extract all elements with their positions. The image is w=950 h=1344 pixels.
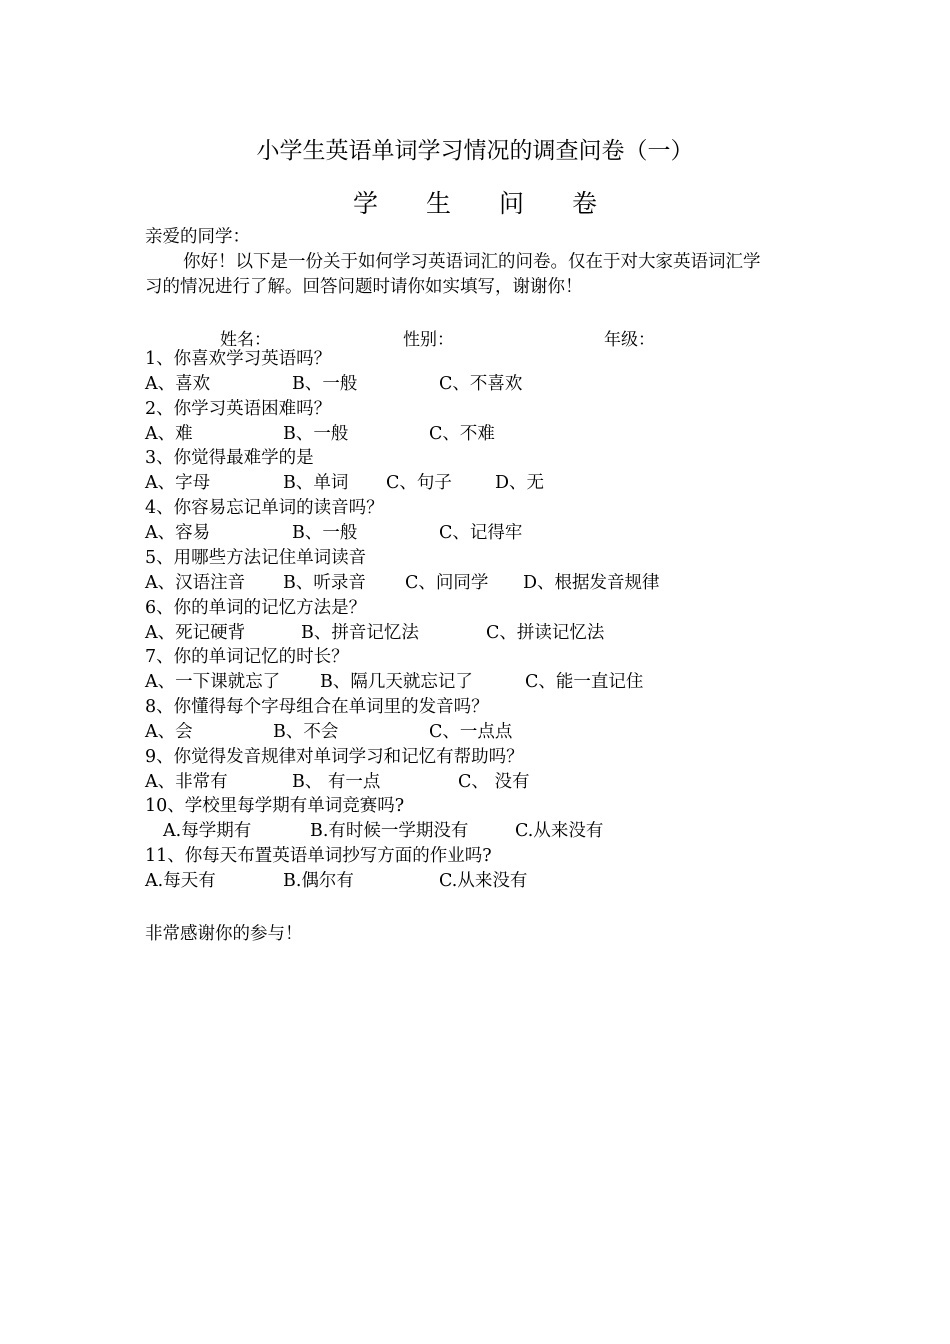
name-field-label[interactable]: 姓名：	[220, 330, 271, 350]
answer-option[interactable]: D、根据发音规律	[523, 572, 660, 593]
answer-option[interactable]: C、不喜欢	[439, 374, 523, 394]
document-title: 小学生英语单词学习情况的调查问卷（一）	[256, 138, 694, 164]
answer-option[interactable]: A.每天有	[145, 871, 216, 891]
question-text: 5、用哪些方法记住单词读音	[145, 547, 367, 568]
answer-option[interactable]: B、一般	[292, 374, 358, 394]
answer-option[interactable]: A、死记硬背	[145, 622, 246, 643]
question-text: 1、你喜欢学习英语吗？	[145, 349, 332, 369]
question-text: 4、你容易忘记单词的读音吗？	[145, 498, 384, 519]
subtitle-char: 卷	[572, 189, 598, 218]
answer-option[interactable]: B、听录音	[283, 572, 366, 593]
subtitle-char: 生	[425, 189, 451, 218]
answer-option[interactable]: A、非常有	[145, 771, 228, 792]
answer-option[interactable]: A、难	[145, 423, 193, 444]
answer-option[interactable]: A、容易	[145, 523, 211, 544]
intro-line-1: 你好！以下是一份关于如何学习英语词汇的问卷。仅在于对大家英语词汇学	[183, 252, 761, 272]
question-text: 7、你的单词记忆的时长？	[145, 647, 349, 668]
answer-option[interactable]: A、会	[145, 721, 193, 742]
answer-option[interactable]: C、能一直记住	[525, 672, 644, 693]
question-text: 11、你每天布置英语单词抄写方面的作业吗?	[145, 846, 492, 866]
answer-option[interactable]: D、无	[495, 473, 545, 494]
answer-option[interactable]: B、不会	[273, 721, 339, 742]
answer-option[interactable]: C.从来没有	[515, 821, 604, 842]
question-text: 3、你觉得最难学的是	[145, 448, 314, 469]
answer-option[interactable]: C、句子	[386, 473, 452, 494]
answer-option[interactable]: C.从来没有	[439, 871, 528, 891]
answer-option[interactable]: A、字母	[145, 473, 211, 494]
answer-option[interactable]: C、拼读记忆法	[486, 622, 605, 643]
answer-option[interactable]: A、汉语注音	[145, 572, 246, 593]
answer-option[interactable]: B.偶尔有	[283, 871, 354, 891]
answer-option[interactable]: B、一般	[283, 423, 349, 444]
subtitle-char: 问	[499, 189, 525, 218]
answer-option[interactable]: C、记得牢	[439, 523, 523, 544]
answer-option[interactable]: B、一般	[292, 523, 358, 544]
answer-option[interactable]: B.有时候一学期没有	[310, 821, 469, 842]
greeting: 亲爱的同学：	[145, 227, 250, 247]
answer-option[interactable]: C、问同学	[405, 572, 489, 593]
intro-line-2: 习的情况进行了解。回答问题时请你如实填写，谢谢你！	[145, 277, 583, 297]
question-text: 8、你懂得每个字母组合在单词里的发音吗？	[145, 696, 489, 717]
answer-option[interactable]: B、拼音记忆法	[301, 622, 419, 643]
answer-option[interactable]: C、不难	[429, 423, 495, 444]
question-text: 6、你的单词的记忆方法是？	[145, 597, 367, 618]
question-text: 10、学校里每学期有单词竞赛吗?	[145, 796, 405, 817]
question-text: 9、你觉得发音规律对单词学习和记忆有帮助吗？	[145, 746, 524, 767]
subtitle-char: 学	[352, 189, 378, 218]
answer-option[interactable]: A、喜欢	[145, 374, 211, 394]
answer-option[interactable]: C、一点点	[429, 721, 513, 742]
gender-field-label[interactable]: 性别：	[403, 330, 454, 350]
document-subtitle	[0, 184, 950, 220]
answer-option[interactable]: B、 有一点	[292, 771, 381, 792]
answer-option[interactable]: B、单词	[283, 473, 349, 494]
answer-option[interactable]: B、隔几天就忘记了	[320, 672, 473, 693]
question-text: 2、你学习英语困难吗？	[145, 398, 332, 419]
answer-option[interactable]: A.每学期有	[163, 821, 252, 842]
grade-field-label[interactable]: 年级：	[604, 330, 655, 350]
answer-option[interactable]: A、一下课就忘了	[145, 672, 281, 693]
answer-option[interactable]: C、 没有	[458, 771, 530, 792]
closing-text: 非常感谢你的参与！	[145, 924, 303, 944]
